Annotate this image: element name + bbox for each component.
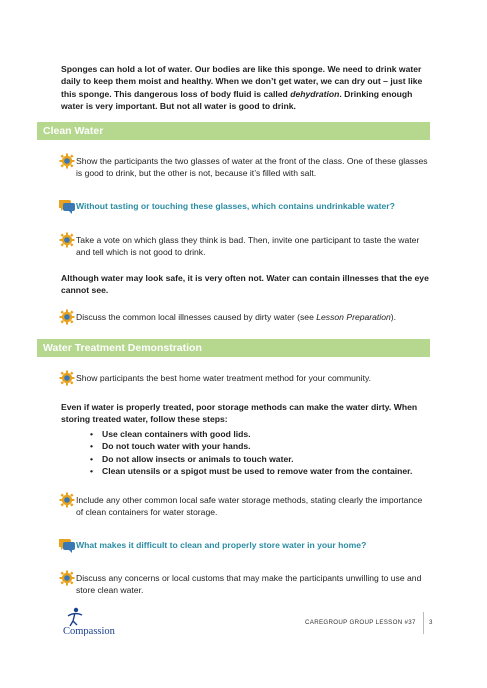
activity-item (59, 234, 431, 259)
activity-text: Include any other common local safe water storage methods, stating clearly the importance of clean containers for water storage. (76, 495, 423, 518)
list-item: • Do not touch water with your hands. (90, 440, 412, 452)
activity-item (59, 572, 431, 597)
discussion-question: What makes it difficult to clean and properly store water in your home? (76, 540, 367, 550)
activity-text: Show the participants the two glasses of water at the front of the class. One of these glasses is good to drink, but the other is not, because it’s filled with salt. (76, 156, 428, 179)
intro-text-2: . Drinking enough water is very important. But not all water is good to drink. (61, 88, 413, 111)
gear-icon (59, 153, 75, 169)
text-post: ). (390, 312, 397, 322)
section-title: Water Treatment Demonstration (43, 342, 202, 354)
section-title: Clean Water (43, 125, 104, 137)
intro-text-1: Sponges can hold a lot of water. Our bodies are like this sponge. We need to drink water daily to keep them moist and healthy. When we don’t get water, we can dry out – just like this sponge. This dangerous loss of body fluid is called (61, 64, 423, 99)
activity-item (59, 494, 431, 519)
gear-icon (59, 309, 75, 325)
compassion-logo (62, 606, 132, 636)
footer-lesson: CAREGROUP GROUP LESSON #37 (305, 619, 416, 626)
lesson-preparation-ref: Lesson Preparation (316, 312, 391, 322)
section-header-water-treatment (37, 339, 430, 357)
activity-text: Take a vote on which glass they think is bad. Then, invite one participant to taste the water and tell which is not good to drink. (76, 235, 420, 258)
logo-text: Compassion (63, 626, 115, 636)
activity-item (59, 372, 431, 384)
activity-item (59, 155, 431, 180)
speech-bubble-icon (59, 198, 75, 214)
list-item: • Clean utensils or a spigot must be used to remove water from the container. (90, 465, 412, 477)
footer-divider (423, 612, 424, 634)
discussion-item (59, 539, 431, 551)
list-item: • Do not allow insects or animals to touch water. (90, 453, 412, 465)
discussion-item (59, 200, 431, 212)
speech-bubble-icon (59, 537, 75, 553)
intro-italic: dehydration (290, 88, 340, 99)
bold-note: Even if water is properly treated, poor storage methods can make the water dirty. When storing treated water, follow these steps: (61, 402, 418, 425)
activity-text: Discuss any concerns or local customs that may make the participants unwilling to use and store clean water. (76, 573, 422, 596)
storage-steps-list (90, 428, 412, 478)
activity-text (59, 311, 431, 323)
section-header-clean-water (37, 122, 430, 140)
page-number: 3 (429, 619, 433, 626)
list-item: • Use clean containers with good lids. (90, 428, 412, 440)
gear-icon (59, 232, 75, 248)
discussion-question: Without tasting or touching these glasses, which contains undrinkable water? (76, 201, 395, 211)
intro-paragraph (61, 63, 431, 112)
activity-text: Show participants the best home water treatment method for your community. (76, 373, 372, 383)
activity-item (59, 311, 431, 323)
gear-icon (59, 570, 75, 586)
gear-icon (59, 492, 75, 508)
bold-note: Although water may look safe, it is very often not. Water can contain illnesses that the eye cannot see. (61, 273, 429, 296)
gear-icon (59, 370, 75, 386)
text-pre: Discuss the common local illnesses caused by dirty water (see (76, 312, 317, 322)
compassion-logo-mark (62, 606, 132, 636)
